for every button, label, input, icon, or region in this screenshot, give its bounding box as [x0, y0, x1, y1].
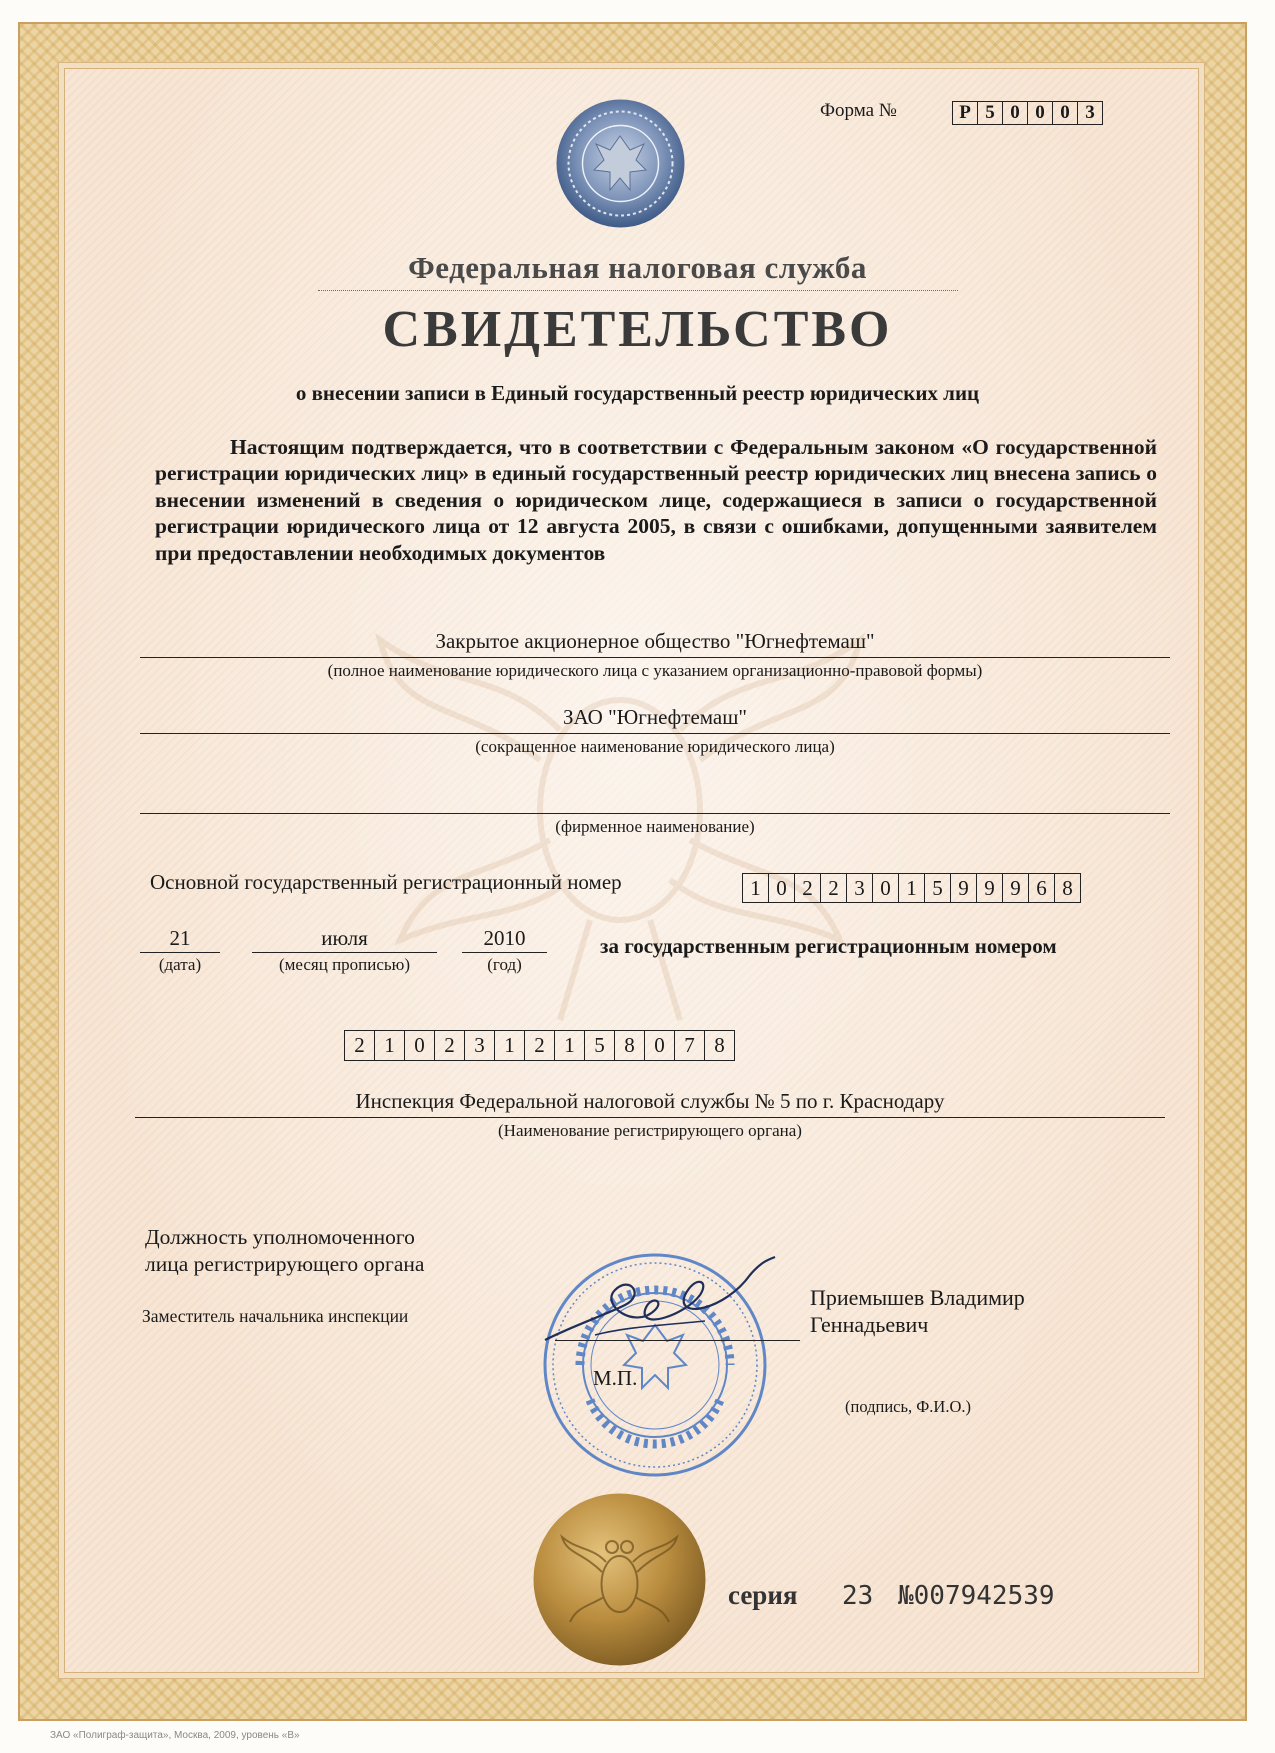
date-day-caption: (дата)	[158, 955, 202, 974]
signature-underline	[555, 1340, 800, 1341]
agency-divider	[318, 290, 958, 291]
ogrn-digit-cell: 0	[873, 873, 899, 903]
series-value: 23	[842, 1581, 874, 1611]
date-month-value: июля	[321, 926, 368, 950]
grn-digit-cell: 2	[345, 1030, 375, 1061]
form-code-cell: 0	[1028, 101, 1053, 125]
grn-digit-cell: 3	[465, 1030, 495, 1061]
full-name-underline	[140, 657, 1170, 658]
form-code-cell: Р	[953, 101, 978, 125]
signer-name-line2: Геннадьевич	[810, 1312, 929, 1337]
ogrn-digit-cell: 1	[743, 873, 769, 903]
grn-digit-cell: 5	[585, 1030, 615, 1061]
short-name-underline	[140, 733, 1170, 734]
ogrn-digit-cell: 2	[821, 873, 847, 903]
grn-digit-cell: 8	[615, 1030, 645, 1061]
ogrn-digit-cell: 1	[899, 873, 925, 903]
date-month-caption: (месяц прописью)	[278, 955, 411, 974]
signer-name	[810, 1284, 1025, 1338]
grn-digit-cell: 7	[675, 1030, 705, 1061]
date-day-underline	[140, 952, 220, 953]
agency-title: Федеральная налоговая служба	[408, 250, 867, 285]
grn-digit-cell: 2	[435, 1030, 465, 1061]
form-code-cell: 5	[978, 101, 1003, 125]
form-code-cells	[952, 101, 1103, 125]
ogrn-digit-cell: 3	[847, 873, 873, 903]
date-year-caption: (год)	[487, 955, 522, 974]
short-name-caption: (сокращенное наименование юридического лица)	[475, 737, 835, 756]
short-name-value: ЗАО "Югнефтемаш"	[563, 705, 747, 729]
grn-digit-cell: 0	[405, 1030, 435, 1061]
stamp-place-label: М.П.	[593, 1366, 638, 1390]
inspection-underline	[135, 1117, 1165, 1118]
ogrn-digit-cell: 2	[795, 873, 821, 903]
ogrn-digit-cell: 8	[1055, 873, 1081, 903]
date-day-value: 21	[169, 926, 191, 950]
signer-name-line1: Приемышев Владимир	[810, 1285, 1025, 1310]
brand-name-underline	[140, 813, 1170, 814]
gold-seal-icon	[532, 1492, 707, 1667]
grn-digit-cell: 2	[525, 1030, 555, 1061]
grn-cells	[344, 1030, 735, 1061]
full-name-caption: (полное наименование юридического лица с указанием организационно-правовой формы)	[327, 661, 983, 680]
handwritten-signature-icon	[535, 1255, 785, 1365]
ogrn-digit-cell: 0	[769, 873, 795, 903]
printer-imprint: ЗАО «Полиграф-защита», Москва, 2009, уровень «В»	[50, 1730, 300, 1741]
certification-paragraph: Настоящим подтверждается, что в соответствии с Федеральным законом «О государственной регистрации юридических лиц» в единый государственный реестр юридических лиц внесена запись о внесении изменений в сведения о юридическом лице, содержащиеся в записи о государственной регистрации юридического лица от 12 августа 2005, в связи с ошибками, допущенными заявителем при предоставлении необходимых документов	[155, 435, 1157, 565]
position-title	[145, 1224, 424, 1278]
document-title: СВИДЕТЕЛЬСТВО	[382, 301, 893, 358]
ogrn-digit-cell: 9	[951, 873, 977, 903]
grn-digit-cell: 1	[495, 1030, 525, 1061]
ogrn-digit-cell: 9	[977, 873, 1003, 903]
date-year-underline	[462, 952, 547, 953]
inspection-value: Инспекция Федеральной налоговой службы № 5 по г. Краснодару	[355, 1089, 945, 1113]
date-year-value: 2010	[483, 926, 526, 950]
grn-digit-cell: 8	[705, 1030, 735, 1061]
document-subtitle: о внесении записи в Единый государственный реестр юридических лиц	[295, 381, 980, 405]
grn-digit-cell: 1	[555, 1030, 585, 1061]
grn-digit-cell: 0	[645, 1030, 675, 1061]
position-value: Заместитель начальника инспекции	[142, 1306, 409, 1326]
brand-name-caption: (фирменное наименование)	[555, 817, 755, 836]
form-code-cell: 0	[1003, 101, 1028, 125]
signature-caption: (подпись, Ф.И.О.)	[845, 1397, 971, 1416]
form-code-cell: 3	[1078, 101, 1103, 125]
hologram-emblem-icon	[553, 96, 688, 231]
grn-digit-cell: 1	[375, 1030, 405, 1061]
ogrn-digit-cell: 9	[1003, 873, 1029, 903]
series-label: серия	[728, 1580, 798, 1610]
inspection-caption: (Наименование регистрирующего органа)	[498, 1121, 802, 1140]
form-label: Форма №	[820, 100, 897, 121]
full-name-value: Закрытое акционерное общество "Югнефтемаш"	[435, 629, 875, 653]
ogrn-cells	[742, 873, 1081, 903]
ogrn-label: Основной государственный регистрационный номер	[150, 870, 622, 894]
ogrn-digit-cell: 5	[925, 873, 951, 903]
form-code-cell: 0	[1053, 101, 1078, 125]
grn-label: за государственным регистрационным номером	[600, 934, 1057, 958]
date-month-underline	[252, 952, 437, 953]
certificate-number: №007942539	[898, 1581, 1055, 1611]
position-title-line1: Должность уполномоченного	[145, 1225, 415, 1249]
position-title-line2: лица регистрирующего органа	[145, 1252, 425, 1276]
ogrn-digit-cell: 6	[1029, 873, 1055, 903]
